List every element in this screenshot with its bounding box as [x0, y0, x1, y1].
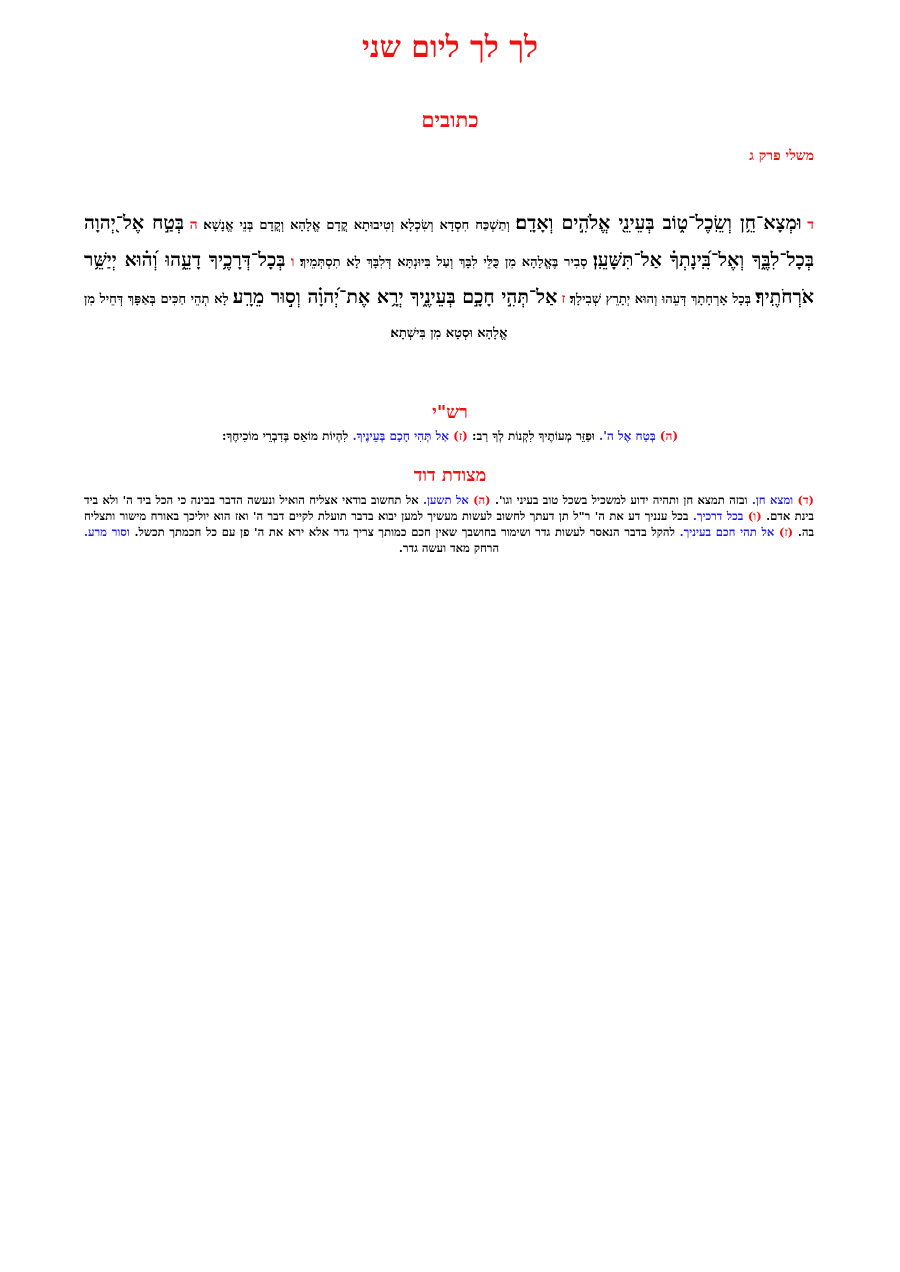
commentary-text: הרחק מאד ועשה גדר.: [398, 541, 500, 555]
dibbur-hamatchil: אַל תְּהִי חָכָם בְּעֵינֶיךָ.: [352, 429, 449, 443]
verse-text: בְּכָל־דְּרָכֶ֥יךָ דָעֵ֑הוּ וְ֝ה֗וּא יְיַשֵּׁ֥ר אֹרְחֹתֶֽיךָ׃: [84, 249, 814, 308]
commentary-text: להקל בדבר הנאסר לעשות גדר ושימור בחושבך שאין חכם כמותך צריך גדר אלא ירא את ה' פן עם כל חכמתך תכשל.: [134, 525, 675, 539]
commentary-text: לִהְיוֹת מוֹאֵס בְּדִבְרֵי מוֹכִיחֶךָ:: [221, 429, 349, 443]
dibbur-hamatchil: ומצא חן.: [751, 493, 794, 507]
verse-ref: (ד): [797, 493, 814, 507]
targum-text: לָא תְהֵי חַכִּים בְּאַפָּךְ דְּחֵיל מִן אֱלָהָא וּסְטָא מִן בִּישְׁתָא׃: [84, 292, 508, 341]
page-title: לך לך ליום שני: [361, 30, 539, 65]
chapter-label: משלי פרק ג: [749, 148, 814, 164]
verse-number: ד: [807, 217, 814, 233]
commentary-text: וּפַזֵּר מְעוֹתֶיךָ לִקְנוֹת לְךָ רַב:: [472, 429, 595, 443]
commentary-text: אל תחשוב בודאי אצליח הואיל ונעשה הדבר בבינה כי הכל ביד ה' ולא ביד בינת אדם.: [84, 493, 814, 523]
commentary-text: בכל ענניך דע את ה' ר"ל תן דעתך לחשוב לעשות מעשיך למען יבוא בדבר תועלת לקיים דבר ה' ואז הוא יוליכך באורח מישור ותצליח בה.: [84, 509, 814, 539]
verse-number: ז: [561, 291, 566, 307]
verse-ref: (ו): [747, 509, 762, 523]
dibbur-hamatchil: אל תהי חכם בעיניך.: [679, 525, 775, 539]
verse-ref: (ז): [453, 429, 468, 443]
section-title: כתובים: [421, 107, 479, 132]
targum-text: סְבִיר בֶּאֱלָהָא מִן כֻּלֵּי לִבָּךְ וְעַל בִּיוּנְתָּא דְּלִבָּךְ לָא תִסְתְּמֵיךְ׃: [299, 255, 588, 270]
dibbur-hamatchil: בְּטַח אֶל ה'.: [599, 429, 656, 443]
targum-text: וְתַשְׁכַּח חִסְדָא וְשִׂכְלָא וְטִיבוּתָא קֳדָם אֱלָהָא וְקֳדָם בְּנֵי אֱנָשָׁא׃: [203, 218, 510, 233]
dibbur-hamatchil: בכל דרכיך.: [692, 509, 744, 523]
rashi-title: רש"י: [432, 402, 468, 423]
dibbur-hamatchil: אל תשען.: [422, 493, 469, 507]
verse-text: בְּטַ֣ח אֶל־יְ֭הוָה בְּכָל־לִבֶּ֑ךָ וְאֶל־בִּֽ֝ינָתְךָ֗ אַל־תִּשָּׁעֵֽן׃: [84, 212, 814, 271]
verse-text: אַל־תְּהִ֣י חָכָ֣ם בְּעֵינֶ֑יךָ יְרָ֥א אֶת־יְ֝הוָ֗ה וְס֣וּר מֵרָֽע׃: [232, 286, 558, 308]
verse-ref: (ז): [779, 525, 794, 539]
verses-block: [84, 206, 814, 351]
verse-ref: (ה): [473, 493, 491, 507]
verse-number: ו: [290, 254, 295, 270]
verse-text: וּמְצָא־חֵ֥ן וְשֵֽׂכֶל־ט֑וֹב בְּעֵינֵ֖י אֱלֹהִ֣ים וְאָדָֽם׃: [515, 212, 802, 234]
targum-text: בְּכָל אָרְחָתָךְ דְּעֵהוּ וְהוּא יְתָרֵץ שְׁבִילָךְ׃: [569, 292, 752, 307]
verse-ref: (ה): [659, 429, 679, 443]
dibbur-hamatchil: וסור מרע.: [84, 525, 130, 539]
rashi-commentary: [0, 429, 900, 444]
commentary-text: ובזה תמצא חן ותהיה ידוע למשכיל בשכל טוב בעיני וגו'.: [495, 493, 748, 507]
verse-number: ה: [189, 217, 198, 233]
metzudat-david-title: מצודת דוד: [413, 465, 487, 486]
metzudat-david-commentary: [84, 492, 814, 556]
